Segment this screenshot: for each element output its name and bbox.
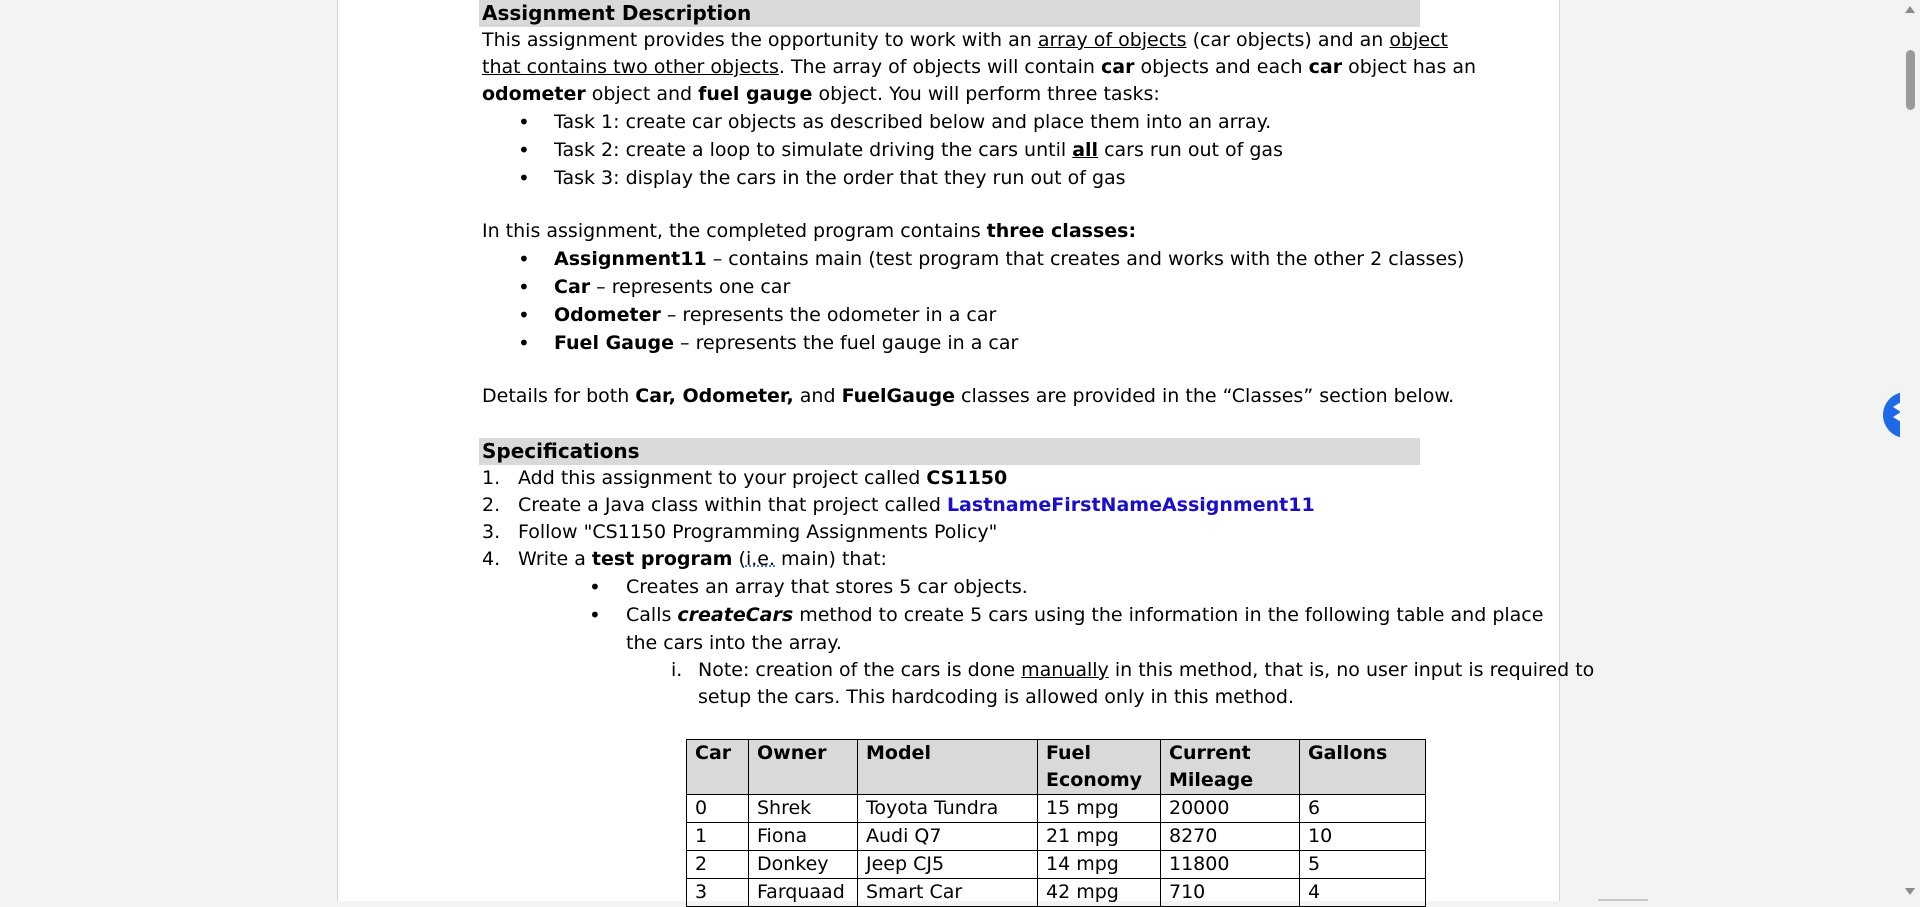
list-item	[482, 329, 1482, 357]
list-item	[482, 465, 1482, 492]
table-cell: 20000	[1161, 795, 1300, 823]
item-bold: test program	[591, 548, 733, 570]
list-item	[482, 546, 1482, 573]
table-cell: Audi Q7	[858, 823, 1038, 851]
class-name: Assignment11	[554, 248, 707, 270]
vertical-scrollbar[interactable]	[1900, 0, 1920, 901]
table-row	[687, 795, 1426, 823]
item-text-post: main) that:	[775, 548, 887, 570]
item-text: Follow "CS1150 Programming Assignments Policy"	[518, 521, 998, 543]
class-desc: – represents one car	[590, 276, 791, 298]
list-item	[482, 245, 1482, 273]
document-content	[482, 0, 1595, 711]
task-3-text: Task 3: display the cars in the order that they run out of gas	[554, 167, 1126, 189]
table-header: Owner	[749, 740, 858, 795]
item-number: 3.	[482, 521, 501, 543]
list-item	[482, 519, 1482, 546]
classes-intro-paragraph	[482, 218, 1482, 245]
note-text: Note: creation of the cars is done	[698, 659, 1022, 681]
intro-bold-3: odometer	[482, 83, 586, 105]
sub-item-text: Calls	[626, 604, 678, 626]
note-text-post: in this method, that is, no user input is required to setup the cars. This hardcoding is allowed only in this method.	[698, 659, 1595, 708]
item-text: Create a Java class within that project called	[518, 494, 947, 516]
list-item	[482, 573, 1556, 601]
table-header-row	[687, 740, 1426, 795]
list-item	[482, 136, 1482, 164]
task-2-emphasis: all	[1072, 139, 1099, 161]
intro-underline-2: object that contains two other objects	[482, 29, 1448, 78]
classes-list	[482, 245, 1482, 357]
table-cell: Farquaad	[749, 879, 858, 907]
intro-bold-1: car	[1101, 56, 1135, 78]
intro-text-4: objects and each	[1134, 56, 1309, 78]
intro-text-3: . The array of objects will contain	[778, 56, 1101, 78]
table-row	[687, 851, 1426, 879]
list-item	[482, 492, 1482, 519]
table-cell: 4	[1300, 879, 1426, 907]
details-paragraph	[482, 383, 1482, 410]
table-row	[687, 879, 1426, 907]
item-text-mid: (	[732, 548, 746, 570]
item-number: 4.	[482, 548, 501, 570]
class-desc: – represents the fuel gauge in a car	[674, 332, 1019, 354]
table-cell: 6	[1300, 795, 1426, 823]
intro-paragraph	[482, 27, 1482, 108]
item-text: Write a	[518, 548, 592, 570]
table-header: Car	[687, 740, 749, 795]
method-name: createCars	[677, 604, 794, 626]
table-header: Model	[858, 740, 1038, 795]
task-2-pre: Task 2: create a loop to simulate driving the cars until	[554, 139, 1073, 161]
table-cell: 21 mpg	[1038, 823, 1161, 851]
details-bold-2: FuelGauge	[841, 385, 955, 407]
intro-text-7: object. You will perform three tasks:	[812, 83, 1160, 105]
table-cell: Toyota Tundra	[858, 795, 1038, 823]
item-dotted: i.e.	[745, 548, 775, 570]
table-cell: 2	[687, 851, 749, 879]
sub-item-text-post: method to create 5 cars using the information in the following table and place the cars into the array.	[626, 604, 1544, 654]
assignment-description-heading: Assignment Description	[479, 0, 1420, 27]
list-item	[482, 108, 1482, 136]
table-cell: 8270	[1161, 823, 1300, 851]
table-cell: Fiona	[749, 823, 858, 851]
classes-intro-text: In this assignment, the completed program contains	[482, 220, 987, 242]
intro-bold-4: fuel gauge	[698, 83, 813, 105]
class-name: Fuel Gauge	[554, 332, 675, 354]
item-number: 2.	[482, 494, 501, 516]
intro-bold-2: car	[1308, 56, 1343, 78]
details-bold-1: Car, Odometer,	[635, 385, 794, 407]
intro-underline-1: array of objects	[1037, 29, 1187, 51]
sub-item-text: Creates an array that stores 5 car objects.	[626, 576, 1028, 598]
intro-text-6: object and	[585, 83, 699, 105]
note-number: i.	[671, 659, 683, 681]
scroll-down-icon[interactable]	[1905, 888, 1915, 895]
table-cell: 10	[1300, 823, 1426, 851]
table-cell: Donkey	[749, 851, 858, 879]
table-cell: 15 mpg	[1038, 795, 1161, 823]
test-program-list	[482, 573, 1544, 657]
spacer	[482, 192, 1482, 218]
table-cell: 0	[687, 795, 749, 823]
table-cell: 3	[687, 879, 749, 907]
car-table	[686, 739, 1426, 907]
table-cell: 14 mpg	[1038, 851, 1161, 879]
intro-text-1: This assignment provides the opportunity to work with an	[482, 29, 1038, 51]
table-header: Gallons	[1300, 740, 1426, 795]
table-cell: Smart Car	[858, 879, 1038, 907]
task-1-text: Task 1: create car objects as described below and place them into an array.	[554, 111, 1272, 133]
item-number: 1.	[482, 467, 501, 489]
list-item	[482, 273, 1482, 301]
intro-text-5: object has an	[1342, 56, 1477, 78]
scroll-thumb[interactable]	[1906, 50, 1915, 110]
task-2-post: cars run out of gas	[1098, 139, 1283, 161]
spacer	[482, 410, 1482, 438]
list-item	[482, 301, 1482, 329]
details-text-2: and	[793, 385, 842, 407]
intro-text-2: (car objects) and an	[1186, 29, 1390, 51]
class-desc: – contains main (test program that creates and works with the other 2 classes)	[706, 248, 1465, 270]
note-item	[482, 657, 1643, 711]
specifications-list	[482, 465, 1482, 573]
class-name: Car	[554, 276, 591, 298]
note-underline: manually	[1021, 659, 1109, 681]
table-cell: Shrek	[749, 795, 858, 823]
class-name: Odometer	[554, 304, 661, 326]
task-list	[482, 108, 1482, 192]
table-cell: 42 mpg	[1038, 879, 1161, 907]
table-cell: 1	[687, 823, 749, 851]
scroll-up-icon[interactable]	[1905, 6, 1915, 13]
table-cell: 710	[1161, 879, 1300, 907]
details-text-1: Details for both	[482, 385, 636, 407]
table-cell: Jeep CJ5	[858, 851, 1038, 879]
table-row	[687, 823, 1426, 851]
table-header: Current Mileage	[1161, 740, 1300, 795]
table-cell: 11800	[1161, 851, 1300, 879]
list-item	[482, 164, 1482, 192]
table-cell: 5	[1300, 851, 1426, 879]
document-page	[337, 0, 1595, 903]
spacer	[482, 357, 1482, 383]
table-header: Fuel Economy	[1038, 740, 1161, 795]
specifications-heading: Specifications	[479, 438, 1420, 465]
class-desc: – represents the odometer in a car	[660, 304, 997, 326]
details-text-3: classes are provided in the “Classes” section below.	[954, 385, 1455, 407]
class-name-link: LastnameFirstNameAssignment11	[946, 494, 1315, 516]
item-bold: CS1150	[926, 467, 1008, 489]
classes-intro-bold: three classes:	[986, 220, 1137, 242]
list-item	[482, 601, 1556, 657]
item-text: Add this assignment to your project called	[518, 467, 927, 489]
